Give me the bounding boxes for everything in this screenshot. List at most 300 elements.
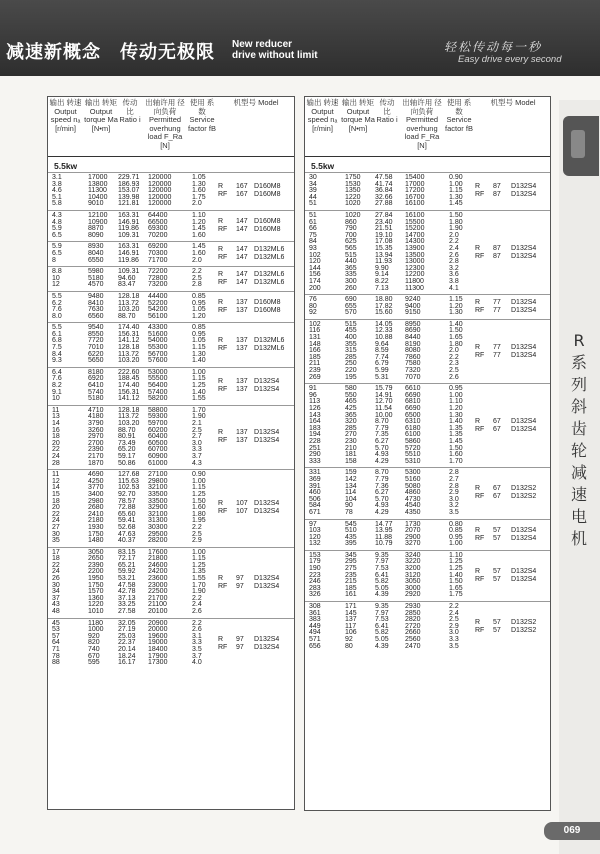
table-cell: 1000 [88, 626, 104, 634]
table-cell: 188.45 [118, 375, 140, 383]
table-row [305, 393, 550, 400]
table-cell: 11.93 [375, 258, 392, 266]
model-part: 97 [236, 643, 244, 651]
table-cell: 32.05 [118, 619, 136, 627]
table-cell: 104 [345, 495, 357, 503]
table-cell: 9.3 [52, 357, 62, 365]
table-cell: 60900 [148, 452, 168, 460]
table-cell: 2170 [88, 452, 104, 460]
table-cell: 27.58 [118, 608, 136, 616]
table-cell: 1220 [88, 601, 104, 609]
model-part: D132S4 [511, 575, 537, 583]
model-designation [475, 485, 536, 501]
table-cell: 2.2 [192, 523, 202, 531]
table-cell: 161 [345, 591, 357, 599]
table-cell: 24 [52, 517, 60, 525]
table-cell: 3270 [405, 540, 421, 548]
table-row [305, 439, 550, 446]
table-row [48, 370, 294, 377]
table-row [48, 358, 294, 365]
table-cell: 185 [309, 353, 321, 361]
model-part: D132S4 [254, 508, 280, 516]
table-cell: 84 [309, 238, 317, 246]
table-cell: 335 [345, 271, 357, 279]
table-cell: 4250 [88, 477, 104, 485]
table-cell: 22 [52, 561, 60, 569]
table-cell: 24200 [148, 568, 168, 576]
table-cell: 144 [309, 264, 321, 272]
table-cell: 1350 [345, 187, 361, 195]
model-part: D132S4 [511, 534, 537, 542]
table-cell: 2.5 [192, 274, 202, 282]
table-cell: 2.7 [449, 475, 459, 483]
table-cell: 5.8 [52, 200, 62, 208]
model-part: 87 [493, 191, 501, 199]
model-part: D132ML6 [254, 246, 285, 254]
table-cell: 11.88 [375, 533, 392, 541]
table-cell: 78 [345, 508, 353, 516]
table-cell: 2.1 [192, 420, 202, 427]
table-cell: 33500 [148, 490, 168, 498]
table-cell: 22 [52, 510, 60, 518]
table-cell: 1.40 [449, 418, 463, 426]
table-cell: 8.4 [52, 350, 62, 358]
table-cell: 2.6 [192, 626, 202, 634]
table-cell: 920 [88, 632, 100, 640]
table-cell: 91 [309, 385, 317, 393]
table-row [305, 553, 550, 560]
table-cell: 103.20 [118, 306, 140, 314]
table-cell: 6.5 [52, 249, 62, 257]
table-cell: 9150 [405, 309, 421, 317]
table-row [305, 175, 550, 182]
table-cell: 28 [52, 459, 60, 467]
table-cell: 5720 [405, 444, 421, 452]
model-part: RF [218, 345, 228, 353]
table-cell: 7320 [405, 367, 421, 375]
model-part: RF [475, 627, 485, 635]
table-cell: 0.95 [192, 299, 206, 307]
table-cell: 2680 [88, 504, 104, 512]
table-cell: 5.82 [375, 578, 389, 586]
table-cell: 1.00 [192, 477, 206, 485]
table-row [305, 452, 550, 459]
table-cell: 113 [309, 398, 321, 406]
table-row [48, 556, 294, 563]
table-cell: 1.70 [192, 581, 206, 589]
table-cell: 54200 [148, 306, 168, 314]
table-cell: 47.63 [118, 530, 136, 538]
table-cell: 425 [345, 405, 357, 412]
model-part: 147 [236, 218, 248, 226]
model-group [305, 210, 550, 294]
table-cell: 148 [309, 340, 321, 348]
table-cell: 9480 [88, 292, 104, 300]
table-cell: 92.70 [118, 490, 136, 498]
table-cell: 16100 [405, 200, 425, 208]
table-row [48, 621, 294, 628]
section-vertical-title: R系列斜齿轮减速电机 [570, 331, 587, 548]
model-part: R [218, 246, 224, 254]
table-cell: 34 [52, 588, 60, 596]
table-cell: 11.54 [375, 405, 392, 412]
model-designation [218, 378, 279, 394]
table-cell: 570 [345, 309, 357, 317]
table-cell: 1.60 [192, 187, 206, 195]
model-part: D132S4 [511, 183, 537, 191]
table-cell: 20 [52, 504, 60, 512]
model-part: R [218, 429, 224, 437]
model-part: D160M8 [254, 299, 281, 307]
table-cell: 9.90 [375, 264, 389, 272]
model-part: D132S4 [511, 343, 537, 351]
table-cell: 6180 [405, 424, 421, 432]
table-cell: 5.05 [375, 636, 389, 643]
table-cell: 7.97 [375, 558, 389, 566]
model-part: 87 [493, 252, 501, 260]
table-cell: 285 [345, 424, 357, 432]
table-cell: 18 [52, 433, 60, 441]
table-cell: 0.80 [449, 520, 463, 528]
table-cell: 0.95 [449, 533, 463, 541]
table-cell: 4.39 [375, 591, 389, 599]
table-cell: 35 [52, 537, 60, 545]
model-part: D132S4 [511, 252, 537, 260]
table-cell: 790 [345, 225, 357, 233]
table-cell: 220 [345, 367, 357, 375]
table-cell: 115.63 [118, 477, 139, 485]
table-cell: 61000 [148, 459, 168, 467]
table-cell: 69300 [148, 225, 168, 233]
table-cell: 60400 [148, 433, 168, 441]
table-cell: 5.5 [52, 292, 62, 300]
model-group [48, 367, 294, 405]
table-cell: 73200 [148, 281, 168, 289]
table-cell: 13500 [405, 251, 425, 259]
table-cell: 2.2 [192, 619, 202, 627]
table-cell: 1.05 [192, 174, 206, 181]
model-part: RF [475, 306, 485, 314]
table-cell: 6550 [88, 256, 104, 264]
model-part: D132S4 [511, 298, 537, 306]
model-part: 137 [236, 378, 248, 386]
table-cell: 19.10 [375, 231, 393, 239]
table-cell: 6500 [405, 411, 421, 419]
table-cell: 251 [309, 444, 321, 452]
model-part: R [475, 485, 481, 493]
table-cell: 1750 [345, 174, 361, 181]
model-part: R [475, 244, 481, 252]
table-cell: 1.00 [449, 391, 463, 399]
table-cell: 30 [309, 174, 317, 181]
table-row [48, 325, 294, 332]
table-row [48, 654, 294, 661]
table-cell: 139.98 [118, 193, 140, 201]
model-group [48, 266, 294, 291]
column-header-c4: 出轴许用 径向负荷 Permitted overhung load F_Ra [N] [402, 98, 442, 150]
table-cell: 64400 [148, 211, 168, 219]
model-group [48, 547, 294, 618]
table-cell: 506 [309, 495, 321, 503]
model-group [48, 322, 294, 367]
table-cell: 1.35 [192, 568, 206, 576]
table-cell: 3.6 [449, 271, 459, 279]
model-part: R [218, 299, 224, 307]
model-designation [218, 636, 279, 652]
table-cell: 6920 [88, 375, 104, 383]
model-part: R [475, 298, 481, 306]
table-cell: 6220 [88, 350, 104, 358]
table-cell: 14300 [405, 238, 425, 246]
table-cell: 3.2 [449, 502, 459, 510]
table-cell: 2200 [88, 568, 104, 576]
table-cell: 59700 [148, 420, 168, 427]
model-part: D132S4 [511, 244, 537, 252]
table-cell: 13000 [405, 258, 425, 266]
table-cell: 8550 [88, 330, 104, 338]
table-cell: 3.2 [449, 264, 459, 272]
table-cell: 1.60 [449, 451, 463, 459]
table-row [305, 286, 550, 293]
table-cell: 435 [345, 533, 357, 541]
model-part: R [218, 337, 224, 345]
table-cell: 56400 [148, 382, 168, 390]
table-cell: 15400 [405, 174, 425, 181]
table-cell: 9.35 [375, 603, 389, 611]
table-row [305, 611, 550, 618]
table-cell: 12.33 [375, 327, 393, 335]
table-cell: 6.2 [52, 299, 62, 307]
table-cell: 295 [345, 558, 357, 566]
table-cell: 39 [309, 187, 317, 195]
table-cell: 3.5 [449, 508, 459, 516]
table-cell: 200 [309, 284, 321, 292]
table-cell: 1020 [345, 200, 361, 208]
model-group [48, 405, 294, 469]
table-cell: 174.40 [118, 324, 140, 332]
table-cell: 30 [52, 581, 60, 589]
table-row [48, 550, 294, 557]
table-cell: 1.20 [449, 405, 463, 412]
table-cell: 7580 [405, 360, 421, 368]
table-cell: 158 [345, 457, 357, 465]
table-cell: 8.22 [375, 277, 389, 285]
table-cell: 4.29 [375, 508, 389, 516]
table-cell: 113.72 [118, 350, 139, 358]
table-cell: 1480 [88, 537, 104, 545]
table-cell: 6690 [405, 391, 421, 399]
table-cell: 156 [309, 271, 321, 279]
table-cell: 8870 [88, 225, 104, 233]
table-cell: 33500 [148, 497, 168, 505]
table-cell: 34 [309, 180, 317, 188]
model-part: D132S2 [511, 619, 537, 627]
model-part: 137 [236, 437, 248, 445]
table-cell: 48 [52, 608, 60, 616]
table-cell: 740 [88, 646, 100, 653]
table-cell: 1.30 [449, 411, 463, 419]
table-cell: 14.05 [375, 320, 393, 328]
header-title-en-line2: drive without limit [232, 50, 318, 61]
table-cell: 17200 [405, 187, 425, 195]
column-header-c6: 机型号 Model [233, 98, 279, 107]
table-cell: 80.91 [118, 433, 136, 441]
table-cell: 102 [309, 320, 321, 328]
table-cell: 1360 [88, 594, 104, 602]
table-cell: 22.37 [118, 639, 136, 647]
side-tab [559, 100, 600, 854]
table-cell: 164 [309, 418, 321, 426]
table-cell: 58200 [148, 395, 168, 403]
table-cell: 235 [345, 571, 357, 579]
table-cell: 55500 [148, 375, 168, 383]
table-cell: 383 [309, 616, 321, 624]
table-cell: 1.45 [449, 437, 463, 445]
table-row [305, 335, 550, 342]
column-header-c2: 输出 转矩 Output torque Ma [N•m] [341, 98, 375, 133]
table-cell: 8440 [405, 334, 421, 342]
table-cell: 53 [52, 626, 60, 634]
table-row [48, 627, 294, 634]
table-cell: 10.88 [375, 334, 393, 342]
table-row [48, 518, 294, 525]
table-row [48, 609, 294, 616]
table-cell: 174.40 [118, 382, 140, 390]
table-cell: 1.45 [192, 225, 206, 233]
table-cell: 43 [52, 601, 60, 609]
model-part: 67 [493, 493, 501, 501]
table-cell: 494 [309, 629, 321, 637]
table-row [305, 399, 550, 406]
table-cell: 9.64 [375, 340, 389, 348]
model-designation [218, 575, 279, 591]
table-cell: 1.30 [192, 180, 206, 188]
table-cell: 1.30 [192, 350, 206, 358]
table-cell: 1.40 [192, 357, 206, 365]
table-cell: 4.1 [449, 284, 459, 292]
header-banner [0, 0, 600, 76]
model-part: D132S4 [511, 191, 537, 199]
table-cell: 3.0 [449, 495, 459, 503]
table-cell: 3.7 [192, 652, 202, 660]
model-part: D132ML6 [254, 271, 285, 279]
table-cell: 4.93 [375, 502, 389, 510]
table-cell: 5860 [405, 437, 421, 445]
table-cell: 128.18 [118, 292, 140, 300]
table-row [48, 596, 294, 603]
table-cell: 32100 [148, 484, 168, 492]
table-cell: 27.84 [375, 211, 393, 219]
table-cell: 2390 [88, 446, 104, 454]
table-cell: 5650 [88, 357, 104, 365]
table-row [305, 233, 550, 240]
table-cell: 1.15 [192, 375, 206, 383]
table-cell: 109.31 [118, 268, 140, 276]
table-row [48, 421, 294, 428]
table-row [48, 532, 294, 539]
table-cell: 146.91 [118, 218, 140, 226]
model-part: D132ML6 [254, 345, 285, 353]
table-cell: 141.12 [118, 337, 140, 345]
table-cell: 72800 [148, 274, 168, 282]
table-cell: 8180 [88, 368, 104, 376]
table-cell: 11 [52, 406, 60, 414]
table-cell: 128.18 [118, 406, 140, 414]
table-cell: 92 [345, 636, 353, 643]
model-part: D132S4 [254, 574, 280, 582]
table-cell: 126 [309, 405, 321, 412]
table-cell: 465 [345, 398, 357, 406]
table-cell: 4540 [405, 502, 421, 510]
table-cell: 1730 [405, 520, 421, 528]
table-cell: 10.79 [375, 540, 393, 548]
table-row [305, 446, 550, 453]
table-cell: 15 [52, 490, 60, 498]
model-part: D132S4 [511, 351, 537, 359]
table-cell: 1.60 [192, 231, 206, 239]
model-designation [218, 271, 284, 287]
table-cell: 1930 [88, 523, 104, 531]
table-cell: 132 [309, 540, 321, 548]
model-part: 57 [493, 526, 501, 534]
model-part: RF [218, 508, 228, 516]
model-designation [475, 568, 536, 584]
column-header-c6: 机型号 Model [490, 98, 536, 107]
table-cell: 9.35 [375, 551, 389, 559]
table-cell: 7630 [88, 306, 104, 314]
table-cell: 20900 [148, 619, 168, 627]
model-part: 147 [236, 271, 248, 279]
table-cell: 32.66 [375, 193, 393, 201]
table-cell: 159 [345, 469, 357, 477]
table-cell: 9.1 [52, 388, 62, 396]
table-cell: 51 [309, 200, 317, 208]
table-row [305, 503, 550, 510]
table-cell: 1.20 [449, 302, 463, 310]
model-part: 137 [236, 386, 248, 394]
table-cell: 4180 [88, 413, 104, 421]
table-cell: 127.68 [118, 471, 140, 479]
table-cell: 300 [345, 277, 357, 285]
table-cell: 2.7 [192, 433, 202, 441]
table-cell: 56700 [148, 350, 168, 358]
model-part: RF [218, 191, 228, 199]
table-cell: 8.8 [52, 268, 62, 276]
table-cell: 47.58 [375, 174, 393, 181]
model-part: D160M8 [254, 183, 281, 191]
table-row [305, 201, 550, 208]
table-cell: 66500 [148, 218, 168, 226]
table-cell: 545 [345, 520, 357, 528]
table-cell: 14 [52, 484, 60, 492]
table-cell: 58800 [148, 406, 168, 414]
table-cell: 71700 [148, 256, 168, 264]
model-designation [475, 183, 536, 199]
table-cell: 23.40 [375, 218, 393, 226]
table-cell: 3260 [88, 426, 104, 434]
table-cell: 65.60 [118, 510, 136, 518]
table-cell: 52.68 [118, 523, 136, 531]
model-part: D132S4 [511, 567, 537, 575]
model-part: R [218, 183, 224, 191]
model-part: D132S4 [254, 635, 280, 643]
model-part: R [218, 218, 224, 226]
header-title-en [232, 39, 318, 61]
table-cell: 8930 [88, 243, 104, 251]
table-cell: 355 [345, 340, 357, 348]
table-cell: 7.6 [52, 306, 62, 314]
table-cell: 5.9 [52, 225, 62, 233]
